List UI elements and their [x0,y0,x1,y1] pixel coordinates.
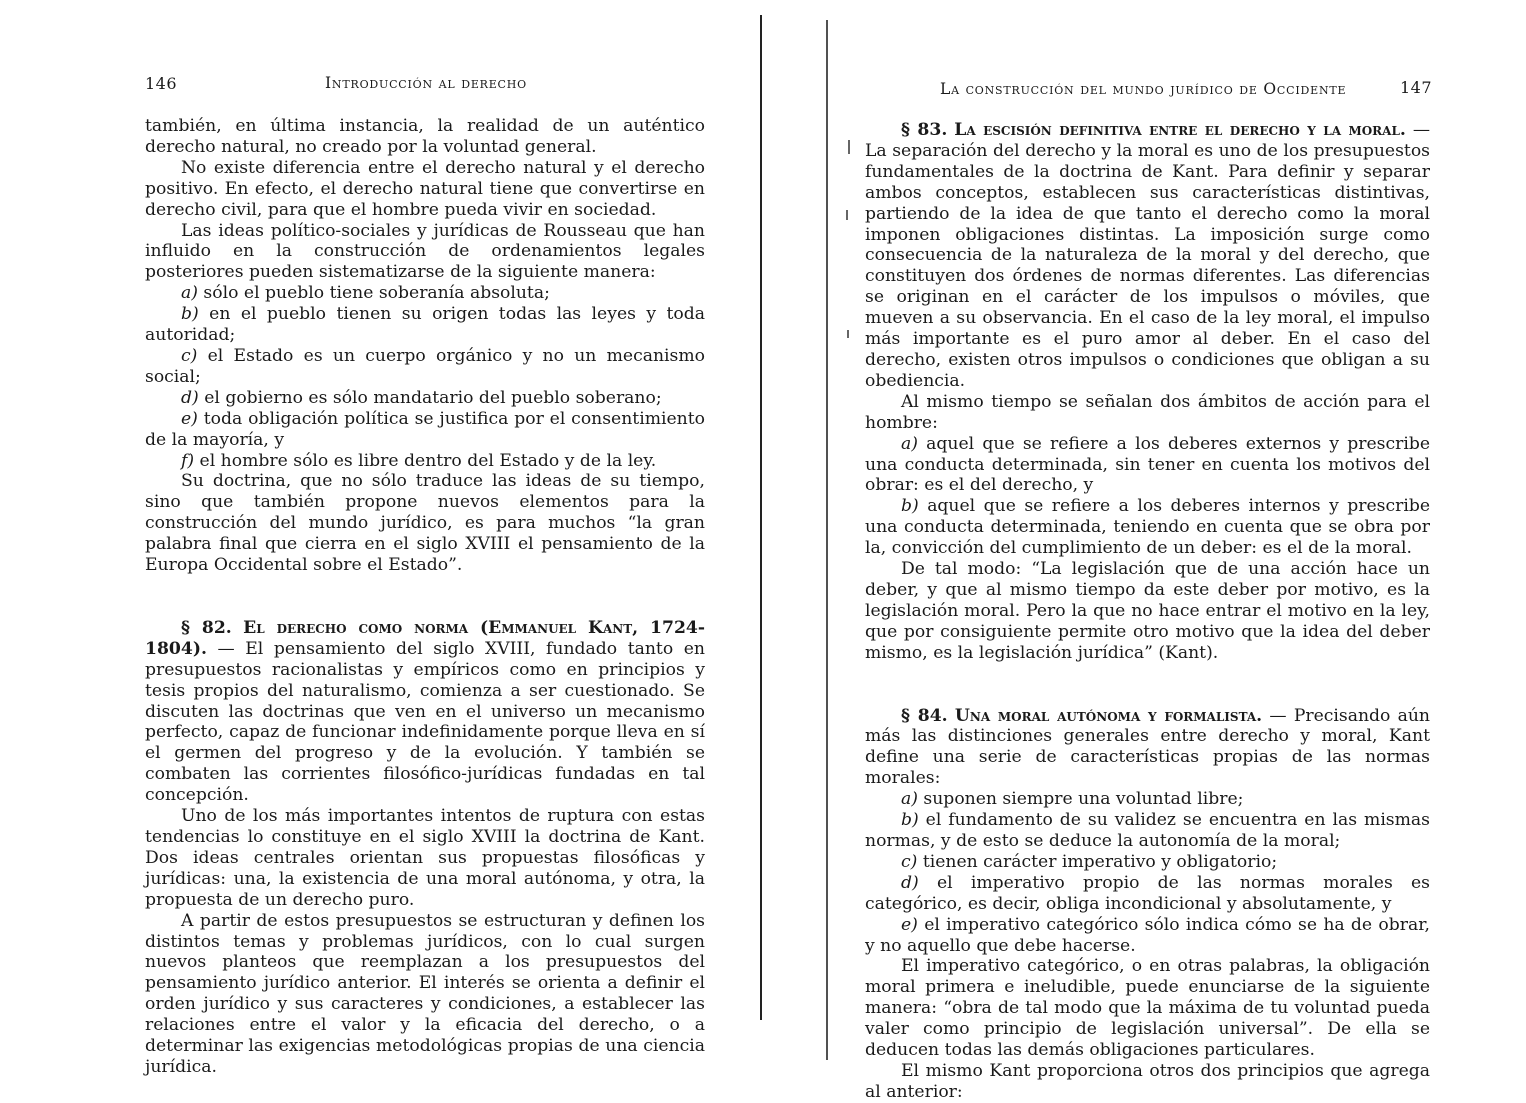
paragraph: Uno de los más importantes intentos de ruptura con estas tendencias lo constituye en el siglo XVIII la doctrina de Kant. Dos ideas centrales orientan sus propuestas filosóficas y jurídicas: una, la existencia de una moral autónoma, y otra, la propuesta de un derecho puro. [145,806,705,910]
section-84: § 84. Una moral autónoma y formalista. — Precisando aún más las distinciones generales entre derecho y moral, Kant define una serie de características propias de las normas morales: [865,705,1430,789]
list-item: a) suponen siempre una voluntad libre; [901,789,1244,810]
left-page-number: 146 [145,74,178,93]
paragraph: El imperativo categórico, o en otras palabras, la obligación moral primera e ineludible, puede enunciarse de la siguiente manera: “obra de tal modo que la máxima de tu voluntad pueda valer como principio de legislación universal”. De ella se deducen todas las demás obligaciones particulares. [865,956,1430,1061]
list-item: d) el imperativo propio de las normas morales es categórico, es decir, obliga incondicional y absolutamente, y [865,872,1430,914]
section-number: § 84. [901,705,948,726]
paragraph: De tal modo: “La legislación que de una acción hace un deber, y que al mismo tiempo da este deber por motivo, es la legislación moral. Pero la que no hace entrar el motivo en la ley, que por consiguiente permite otro motivo que la idea del deber mismo, es la legislación jurídica” (Kant). [865,559,1430,663]
right-page-number: 147 [1400,78,1433,97]
list-item: d) el gobierno es sólo mandatario del pueblo soberano; [181,387,662,408]
paragraph: A partir de estos presupuestos se estructuran y definen los distintos temas y problemas jurídicos, con lo cual surgen nuevos planteos que reemplazan a los presupuestos del pensamiento jurídico anterior. El interés se orienta a definir el orden jurídico y sus caracteres y condiciones, a establecer las relaciones entre el valor y la eficacia del derecho, o a determinar las exigencias metodológicas propias de una ciencia jurídica. [145,910,705,1077]
right-body [865,120,1430,1103]
section-title: Una moral autónoma y formalista. [954,705,1263,726]
right-running-head: La construcción del mundo jurídico de Occidente [940,80,1347,98]
list-item: a) aquel que se refiere a los deberes externos y prescribe una conducta determinada, sin tener en cuenta los motivos del obrar: es el del derecho, y [865,433,1430,496]
list-item: b) en el pueblo tienen su origen todas las leyes y toda autoridad; [145,304,706,346]
paragraph: No existe diferencia entre el derecho natural y el derecho positivo. En efecto, el derecho natural tiene que convertirse en derecho civil, para que el hombre pueda vivir en sociedad. [145,157,705,220]
list-item: f) el hombre sólo es libre dentro del Estado y de la ley. [181,450,657,471]
right-page [820,0,1526,1102]
section-number: § 83. [901,120,948,140]
list-item: b) aquel que se refiere a los deberes internos y prescribe una conducta determinada, teniendo en cuenta que se obra por la, convicción del cumplimiento de un deber: es el de la moral. [865,496,1430,559]
list-item: b) el fundamento de su validez se encuentra en las mismas normas, y de esto se deduce la autonomía de la moral; [865,810,1430,851]
section-title: El derecho como norma (Emmanuel Kant, 1724-1804). [145,617,705,659]
paragraph: Las ideas político-sociales y jurídicas de Rousseau que han influido en la construcción de ordenamientos legales posteriores pueden sistematizarse de la siguiente manera: [145,220,705,283]
paragraph: también, en última instancia, la realidad de un auténtico derecho natural, no creado por la voluntad general. [145,116,705,157]
page-divider [760,15,762,1020]
section-title: La escisión definitiva entre el derecho y la moral. [954,120,1406,140]
paragraph: El mismo Kant proporciona otros dos principios que agrega al anterior: [865,1060,1430,1102]
section-number: § 82. [181,617,232,638]
list-item: e) toda obligación política se justifica por el consentimiento de la mayoría, y [145,408,705,450]
left-running-head: Introducción al derecho [325,74,527,92]
left-body [145,116,705,1078]
section-82: § 82. El derecho como norma (Emmanuel Kant, 1724-1804). — El pensamiento del siglo XVIII, fundado tanto en presupuestos racionalistas y empíricos como en principios y tesis propios del naturalismo, comienza a ser cuestionado. Se discuten las doctrinas que ven en el universo un mecanismo perfecto, capaz de funcionar indefinidamente porque lleva en sí el germen del progreso y de la evolución. Y también se combaten las corrientes filosófico-jurídicas fundadas en tal concepción. [145,617,705,806]
list-item: c) el Estado es un cuerpo orgánico y no un mecanismo social; [145,345,705,387]
left-page [0,0,760,1080]
list-item: c) tienen carácter imperativo y obligatorio; [901,851,1278,872]
section-83: § 83. La escisión definitiva entre el derecho y la moral. — La separación del derecho y la moral es uno de los presupuestos fundamentales de la doctrina de Kant. Para definir y separar ambos conceptos, establecen sus características distintivas, partiendo de la idea de que tanto el derecho como la moral imponen obligaciones distintas. La imposición surge como consecuencia de la naturaleza de la moral y del derecho, que constituyen dos órdenes de normas diferentes. Las diferencias se originan en el carácter de los impulsos o móviles, que mueven a su observancia. En el caso de la ley moral, el impulso más importante es el puro amor al deber. En el caso del derecho, existen otros impulsos o condiciones que obligan a su obediencia. [865,120,1430,391]
paragraph: Su doctrina, que no sólo traduce las ideas de su tiempo, sino que también propone nuevos elementos para la construcción del mundo jurídico, es para muchos “la gran palabra final que cierra en el siglo XVIII el pensamiento de la Europa Occidental sobre el Estado”. [145,471,705,576]
list-item: e) el imperativo categórico sólo indica cómo se ha de obrar, y no aquello que debe hacerse. [865,914,1430,956]
list-item: a) sólo el pueblo tiene soberanía absoluta; [181,283,550,304]
paragraph: Al mismo tiempo se señalan dos ámbitos de acción para el hombre: [865,391,1430,433]
